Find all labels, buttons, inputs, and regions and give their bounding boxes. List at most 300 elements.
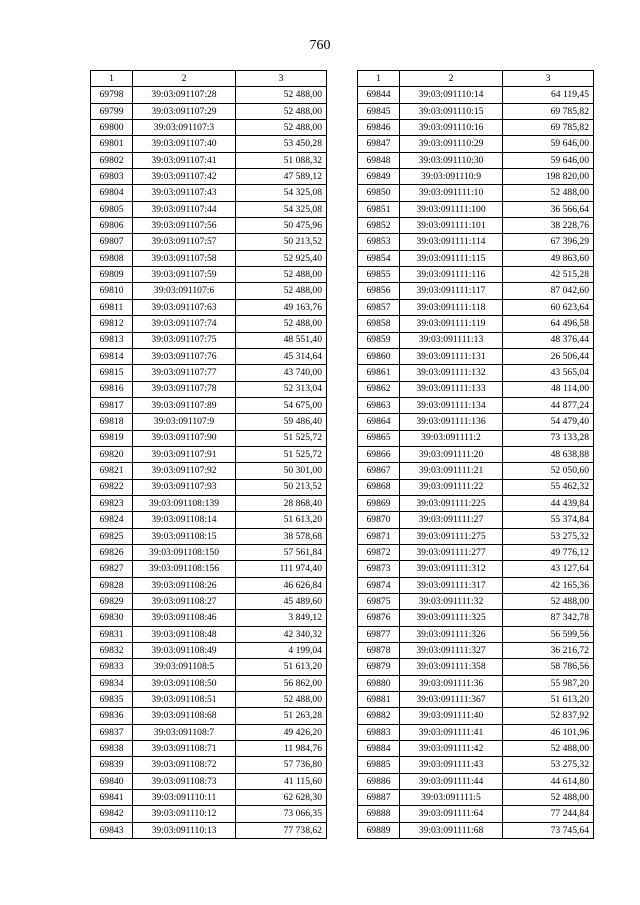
row-number-cell: 69831 xyxy=(91,626,133,642)
cadastral-number-cell: 39:03:091107:91 xyxy=(133,446,236,462)
table-row xyxy=(91,512,327,528)
table-row xyxy=(91,381,327,397)
cadastral-number-cell: 39:03:091110:13 xyxy=(133,822,236,838)
cadastral-value-cell: 64 496,58 xyxy=(503,316,594,332)
row-number-cell: 69857 xyxy=(358,299,400,315)
table-row xyxy=(91,822,327,838)
row-number-cell: 69875 xyxy=(358,594,400,610)
cadastral-number-cell: 39:03:091110:9 xyxy=(400,169,503,185)
row-number-cell: 69877 xyxy=(358,626,400,642)
cadastral-value-cell: 11 984,76 xyxy=(236,741,327,757)
cadastral-value-cell: 52 837,92 xyxy=(503,708,594,724)
cadastral-value-cell: 54 325,08 xyxy=(236,185,327,201)
cadastral-number-cell: 39:03:091111:20 xyxy=(400,446,503,462)
table-row xyxy=(358,381,594,397)
table-row xyxy=(91,724,327,740)
cadastral-value-cell: 69 785,82 xyxy=(503,120,594,136)
row-number-cell: 69826 xyxy=(91,544,133,560)
cadastral-number-cell: 39:03:091107:77 xyxy=(133,365,236,381)
right-register-table xyxy=(357,70,594,839)
row-number-cell: 69808 xyxy=(91,250,133,266)
cadastral-value-cell: 48 114,00 xyxy=(503,381,594,397)
table-row xyxy=(358,724,594,740)
table-row xyxy=(91,610,327,626)
table-row xyxy=(358,512,594,528)
cadastral-number-cell: 39:03:091107:76 xyxy=(133,348,236,364)
table-row xyxy=(91,430,327,446)
row-number-cell: 69801 xyxy=(91,136,133,152)
cadastral-number-cell: 39:03:091108:14 xyxy=(133,512,236,528)
page-number: 760 xyxy=(309,38,331,53)
right-table-body xyxy=(358,87,594,839)
table-row xyxy=(358,528,594,544)
cadastral-number-cell: 39:03:091107:90 xyxy=(133,430,236,446)
table-row xyxy=(358,806,594,822)
cadastral-number-cell: 39:03:091107:89 xyxy=(133,397,236,413)
cadastral-value-cell: 48 551,40 xyxy=(236,332,327,348)
cadastral-value-cell: 38 578,68 xyxy=(236,528,327,544)
row-number-cell: 69820 xyxy=(91,446,133,462)
table-row xyxy=(91,708,327,724)
row-number-cell: 69850 xyxy=(358,185,400,201)
table-row xyxy=(91,234,327,250)
cadastral-number-cell: 39:03:091110:14 xyxy=(400,87,503,103)
cadastral-number-cell: 39:03:091111:21 xyxy=(400,463,503,479)
cadastral-number-cell: 39:03:091111:134 xyxy=(400,397,503,413)
cadastral-value-cell: 47 589,12 xyxy=(236,169,327,185)
cadastral-value-cell: 54 325,08 xyxy=(236,201,327,217)
row-number-cell: 69886 xyxy=(358,773,400,789)
cadastral-value-cell: 52 488,00 xyxy=(503,790,594,806)
cadastral-value-cell: 51 088,32 xyxy=(236,152,327,168)
cadastral-number-cell: 39:03:091107:63 xyxy=(133,299,236,315)
table-row xyxy=(358,544,594,560)
table-row xyxy=(91,675,327,691)
cadastral-value-cell: 57 561,84 xyxy=(236,544,327,560)
cadastral-value-cell: 49 426,20 xyxy=(236,724,327,740)
cadastral-value-cell: 52 925,40 xyxy=(236,250,327,266)
cadastral-value-cell: 51 525,72 xyxy=(236,446,327,462)
cadastral-value-cell: 64 119,45 xyxy=(503,87,594,103)
cadastral-number-cell: 39:03:091111:101 xyxy=(400,218,503,234)
cadastral-number-cell: 39:03:091108:71 xyxy=(133,741,236,757)
table-row xyxy=(91,741,327,757)
cadastral-value-cell: 3 849,12 xyxy=(236,610,327,626)
cadastral-value-cell: 59 646,00 xyxy=(503,152,594,168)
cadastral-value-cell: 87 342,78 xyxy=(503,610,594,626)
row-number-cell: 69854 xyxy=(358,250,400,266)
cadastral-number-cell: 39:03:091107:59 xyxy=(133,267,236,283)
table-row xyxy=(358,136,594,152)
header-row xyxy=(358,71,594,87)
cadastral-value-cell: 51 613,20 xyxy=(503,692,594,708)
table-row xyxy=(358,430,594,446)
cadastral-value-cell: 43 740,00 xyxy=(236,365,327,381)
row-number-cell: 69837 xyxy=(91,724,133,740)
cadastral-number-cell: 39:03:091111:114 xyxy=(400,234,503,250)
table-row xyxy=(358,201,594,217)
table-row xyxy=(91,773,327,789)
row-number-cell: 69855 xyxy=(358,267,400,283)
cadastral-number-cell: 39:03:091111:36 xyxy=(400,675,503,691)
row-number-cell: 69887 xyxy=(358,790,400,806)
row-number-cell: 69873 xyxy=(358,561,400,577)
cadastral-number-cell: 39:03:091111:225 xyxy=(400,495,503,511)
cadastral-number-cell: 39:03:091107:29 xyxy=(133,103,236,119)
table-row xyxy=(91,446,327,462)
row-number-cell: 69846 xyxy=(358,120,400,136)
row-number-cell: 69881 xyxy=(358,692,400,708)
table-row xyxy=(91,365,327,381)
row-number-cell: 69872 xyxy=(358,544,400,560)
table-row xyxy=(358,414,594,430)
cadastral-value-cell: 4 199,04 xyxy=(236,643,327,659)
row-number-cell: 69849 xyxy=(358,169,400,185)
cadastral-value-cell: 53 275,32 xyxy=(503,528,594,544)
cadastral-value-cell: 54 675,00 xyxy=(236,397,327,413)
row-number-cell: 69843 xyxy=(91,822,133,838)
cadastral-value-cell: 55 462,32 xyxy=(503,479,594,495)
row-number-cell: 69805 xyxy=(91,201,133,217)
row-number-cell: 69879 xyxy=(358,659,400,675)
cadastral-number-cell: 39:03:091108:72 xyxy=(133,757,236,773)
cadastral-number-cell: 39:03:091108:48 xyxy=(133,626,236,642)
cadastral-value-cell: 52 488,00 xyxy=(236,267,327,283)
table-row xyxy=(358,267,594,283)
table-row xyxy=(358,757,594,773)
row-number-cell: 69889 xyxy=(358,822,400,838)
row-number-cell: 69812 xyxy=(91,316,133,332)
row-number-cell: 69885 xyxy=(358,757,400,773)
cadastral-value-cell: 50 213,52 xyxy=(236,234,327,250)
table-row xyxy=(358,283,594,299)
cadastral-value-cell: 52 488,00 xyxy=(236,87,327,103)
cadastral-number-cell: 39:03:091110:15 xyxy=(400,103,503,119)
cadastral-value-cell: 51 525,72 xyxy=(236,430,327,446)
row-number-cell: 69867 xyxy=(358,463,400,479)
table-row xyxy=(91,561,327,577)
table-row xyxy=(358,185,594,201)
cadastral-value-cell: 38 228,76 xyxy=(503,218,594,234)
row-number-cell: 69848 xyxy=(358,152,400,168)
cadastral-value-cell: 44 614,80 xyxy=(503,773,594,789)
table-row xyxy=(91,544,327,560)
table-row xyxy=(358,332,594,348)
row-number-cell: 69824 xyxy=(91,512,133,528)
cadastral-number-cell: 39:03:091108:7 xyxy=(133,724,236,740)
row-number-cell: 69871 xyxy=(358,528,400,544)
cadastral-number-cell: 39:03:091107:74 xyxy=(133,316,236,332)
cadastral-value-cell: 57 736,80 xyxy=(236,757,327,773)
row-number-cell: 69841 xyxy=(91,790,133,806)
table-row xyxy=(358,103,594,119)
cadastral-number-cell: 39:03:091111:325 xyxy=(400,610,503,626)
row-number-cell: 69825 xyxy=(91,528,133,544)
table-row xyxy=(91,299,327,315)
column-header-number: 1 xyxy=(358,71,400,87)
row-number-cell: 69842 xyxy=(91,806,133,822)
row-number-cell: 69884 xyxy=(358,741,400,757)
cadastral-value-cell: 36 216,72 xyxy=(503,643,594,659)
cadastral-number-cell: 39:03:091111:44 xyxy=(400,773,503,789)
row-number-cell: 69870 xyxy=(358,512,400,528)
cadastral-value-cell: 73 066,35 xyxy=(236,806,327,822)
cadastral-number-cell: 39:03:091111:133 xyxy=(400,381,503,397)
table-row xyxy=(358,495,594,511)
table-row xyxy=(358,741,594,757)
cadastral-number-cell: 39:03:091107:93 xyxy=(133,479,236,495)
header-row xyxy=(91,71,327,87)
cadastral-value-cell: 45 489,60 xyxy=(236,594,327,610)
row-number-cell: 69861 xyxy=(358,365,400,381)
table-row xyxy=(91,626,327,642)
table-row xyxy=(91,332,327,348)
cadastral-number-cell: 39:03:091108:46 xyxy=(133,610,236,626)
cadastral-number-cell: 39:03:091108:150 xyxy=(133,544,236,560)
row-number-cell: 69807 xyxy=(91,234,133,250)
row-number-cell: 69819 xyxy=(91,430,133,446)
cadastral-value-cell: 87 042,60 xyxy=(503,283,594,299)
cadastral-value-cell: 56 862,00 xyxy=(236,675,327,691)
table-row xyxy=(358,316,594,332)
cadastral-value-cell: 51 613,20 xyxy=(236,659,327,675)
row-number-cell: 69834 xyxy=(91,675,133,691)
cadastral-value-cell: 49 163,76 xyxy=(236,299,327,315)
row-number-cell: 69888 xyxy=(358,806,400,822)
cadastral-value-cell: 111 974,40 xyxy=(236,561,327,577)
cadastral-number-cell: 39:03:091111:312 xyxy=(400,561,503,577)
row-number-cell: 69858 xyxy=(358,316,400,332)
cadastral-value-cell: 77 244,84 xyxy=(503,806,594,822)
cadastral-number-cell: 39:03:091110:29 xyxy=(400,136,503,152)
cadastral-value-cell: 52 488,00 xyxy=(236,120,327,136)
cadastral-number-cell: 39:03:091108:26 xyxy=(133,577,236,593)
table-row xyxy=(358,250,594,266)
table-row xyxy=(358,446,594,462)
row-number-cell: 69818 xyxy=(91,414,133,430)
table-row xyxy=(91,692,327,708)
cadastral-number-cell: 39:03:091108:156 xyxy=(133,561,236,577)
table-row xyxy=(91,577,327,593)
cadastral-number-cell: 39:03:091107:9 xyxy=(133,414,236,430)
table-row xyxy=(358,87,594,103)
row-number-cell: 69829 xyxy=(91,594,133,610)
cadastral-number-cell: 39:03:091110:11 xyxy=(133,790,236,806)
cadastral-number-cell: 39:03:091111:43 xyxy=(400,757,503,773)
cadastral-value-cell: 43 565,04 xyxy=(503,365,594,381)
row-number-cell: 69863 xyxy=(358,397,400,413)
cadastral-value-cell: 42 165,36 xyxy=(503,577,594,593)
row-number-cell: 69799 xyxy=(91,103,133,119)
table-row xyxy=(91,463,327,479)
cadastral-value-cell: 45 314,64 xyxy=(236,348,327,364)
cadastral-number-cell: 39:03:091110:30 xyxy=(400,152,503,168)
cadastral-value-cell: 48 638,88 xyxy=(503,446,594,462)
table-row xyxy=(91,316,327,332)
cadastral-value-cell: 59 486,40 xyxy=(236,414,327,430)
column-header-value: 3 xyxy=(503,71,594,87)
cadastral-value-cell: 77 738,62 xyxy=(236,822,327,838)
row-number-cell: 69838 xyxy=(91,741,133,757)
cadastral-number-cell: 39:03:091108:139 xyxy=(133,495,236,511)
table-row xyxy=(91,283,327,299)
cadastral-number-cell: 39:03:091111:317 xyxy=(400,577,503,593)
cadastral-number-cell: 39:03:091111:40 xyxy=(400,708,503,724)
row-number-cell: 69865 xyxy=(358,430,400,446)
cadastral-number-cell: 39:03:091111:42 xyxy=(400,741,503,757)
table-row xyxy=(91,250,327,266)
row-number-cell: 69869 xyxy=(358,495,400,511)
cadastral-value-cell: 52 488,00 xyxy=(503,741,594,757)
cadastral-number-cell: 39:03:091107:42 xyxy=(133,169,236,185)
cadastral-number-cell: 39:03:091107:43 xyxy=(133,185,236,201)
cadastral-number-cell: 39:03:091107:58 xyxy=(133,250,236,266)
table-row xyxy=(91,136,327,152)
row-number-cell: 69866 xyxy=(358,446,400,462)
cadastral-number-cell: 39:03:091111:117 xyxy=(400,283,503,299)
table-row xyxy=(91,643,327,659)
row-number-cell: 69860 xyxy=(358,348,400,364)
row-number-cell: 69832 xyxy=(91,643,133,659)
column-header-cadastral: 2 xyxy=(133,71,236,87)
cadastral-value-cell: 46 101,96 xyxy=(503,724,594,740)
row-number-cell: 69830 xyxy=(91,610,133,626)
row-number-cell: 69880 xyxy=(358,675,400,691)
row-number-cell: 69802 xyxy=(91,152,133,168)
cadastral-number-cell: 39:03:091111:2 xyxy=(400,430,503,446)
row-number-cell: 69810 xyxy=(91,283,133,299)
cadastral-number-cell: 39:03:091111:275 xyxy=(400,528,503,544)
table-row xyxy=(358,643,594,659)
row-number-cell: 69876 xyxy=(358,610,400,626)
row-number-cell: 69883 xyxy=(358,724,400,740)
cadastral-number-cell: 39:03:091111:22 xyxy=(400,479,503,495)
cadastral-value-cell: 41 115,60 xyxy=(236,773,327,789)
row-number-cell: 69827 xyxy=(91,561,133,577)
cadastral-value-cell: 42 340,32 xyxy=(236,626,327,642)
cadastral-number-cell: 39:03:091107:92 xyxy=(133,463,236,479)
table-row xyxy=(358,692,594,708)
row-number-cell: 69806 xyxy=(91,218,133,234)
table-row xyxy=(91,267,327,283)
cadastral-value-cell: 69 785,82 xyxy=(503,103,594,119)
cadastral-number-cell: 39:03:091111:136 xyxy=(400,414,503,430)
row-number-cell: 69839 xyxy=(91,757,133,773)
table-row xyxy=(358,218,594,234)
row-number-cell: 69882 xyxy=(358,708,400,724)
table-row xyxy=(91,757,327,773)
table-row xyxy=(91,103,327,119)
table-row xyxy=(91,348,327,364)
row-number-cell: 69874 xyxy=(358,577,400,593)
cadastral-number-cell: 39:03:091107:3 xyxy=(133,120,236,136)
cadastral-value-cell: 52 488,00 xyxy=(503,594,594,610)
cadastral-number-cell: 39:03:091107:28 xyxy=(133,87,236,103)
table-row xyxy=(91,397,327,413)
table-row xyxy=(91,528,327,544)
table-row xyxy=(91,790,327,806)
cadastral-value-cell: 73 133,28 xyxy=(503,430,594,446)
row-number-cell: 69804 xyxy=(91,185,133,201)
cadastral-number-cell: 39:03:091111:13 xyxy=(400,332,503,348)
cadastral-value-cell: 53 275,32 xyxy=(503,757,594,773)
row-number-cell: 69853 xyxy=(358,234,400,250)
cadastral-value-cell: 55 987,20 xyxy=(503,675,594,691)
cadastral-number-cell: 39:03:091107:40 xyxy=(133,136,236,152)
row-number-cell: 69814 xyxy=(91,348,133,364)
table-row xyxy=(91,479,327,495)
table-row xyxy=(358,463,594,479)
cadastral-value-cell: 44 439,84 xyxy=(503,495,594,511)
row-number-cell: 69859 xyxy=(358,332,400,348)
cadastral-number-cell: 39:03:091111:32 xyxy=(400,594,503,610)
cadastral-number-cell: 39:03:091111:115 xyxy=(400,250,503,266)
row-number-cell: 69798 xyxy=(91,87,133,103)
table-row xyxy=(358,675,594,691)
table-row xyxy=(358,365,594,381)
cadastral-number-cell: 39:03:091111:119 xyxy=(400,316,503,332)
left-table-body xyxy=(91,87,327,839)
table-row xyxy=(91,594,327,610)
row-number-cell: 69868 xyxy=(358,479,400,495)
cadastral-number-cell: 39:03:091111:358 xyxy=(400,659,503,675)
column-header-cadastral: 2 xyxy=(400,71,503,87)
cadastral-number-cell: 39:03:091108:68 xyxy=(133,708,236,724)
row-number-cell: 69845 xyxy=(358,103,400,119)
cadastral-value-cell: 52 488,00 xyxy=(236,283,327,299)
cadastral-number-cell: 39:03:091108:73 xyxy=(133,773,236,789)
table-row xyxy=(91,169,327,185)
cadastral-number-cell: 39:03:091110:12 xyxy=(133,806,236,822)
row-number-cell: 69847 xyxy=(358,136,400,152)
row-number-cell: 69844 xyxy=(358,87,400,103)
table-row xyxy=(358,397,594,413)
cadastral-value-cell: 26 506,44 xyxy=(503,348,594,364)
row-number-cell: 69864 xyxy=(358,414,400,430)
cadastral-value-cell: 73 745,64 xyxy=(503,822,594,838)
cadastral-number-cell: 39:03:091107:57 xyxy=(133,234,236,250)
row-number-cell: 69803 xyxy=(91,169,133,185)
cadastral-number-cell: 39:03:091108:49 xyxy=(133,643,236,659)
cadastral-number-cell: 39:03:091111:327 xyxy=(400,643,503,659)
row-number-cell: 69811 xyxy=(91,299,133,315)
cadastral-number-cell: 39:03:091111:27 xyxy=(400,512,503,528)
table-row xyxy=(358,234,594,250)
table-row xyxy=(91,87,327,103)
table-row xyxy=(91,414,327,430)
row-number-cell: 69856 xyxy=(358,283,400,299)
row-number-cell: 69836 xyxy=(91,708,133,724)
table-row xyxy=(358,152,594,168)
cadastral-number-cell: 39:03:091111:10 xyxy=(400,185,503,201)
cadastral-value-cell: 56 599,56 xyxy=(503,626,594,642)
table-row xyxy=(358,659,594,675)
table-row xyxy=(358,169,594,185)
cadastral-value-cell: 53 450,28 xyxy=(236,136,327,152)
cadastral-number-cell: 39:03:091107:75 xyxy=(133,332,236,348)
table-row xyxy=(358,626,594,642)
cadastral-number-cell: 39:03:091107:56 xyxy=(133,218,236,234)
cadastral-number-cell: 39:03:091111:41 xyxy=(400,724,503,740)
cadastral-value-cell: 58 786,56 xyxy=(503,659,594,675)
cadastral-value-cell: 60 623,64 xyxy=(503,299,594,315)
table-row xyxy=(358,120,594,136)
cadastral-value-cell: 50 301,00 xyxy=(236,463,327,479)
cadastral-value-cell: 198 820,00 xyxy=(503,169,594,185)
row-number-cell: 69813 xyxy=(91,332,133,348)
cadastral-value-cell: 42 515,28 xyxy=(503,267,594,283)
row-number-cell: 69800 xyxy=(91,120,133,136)
